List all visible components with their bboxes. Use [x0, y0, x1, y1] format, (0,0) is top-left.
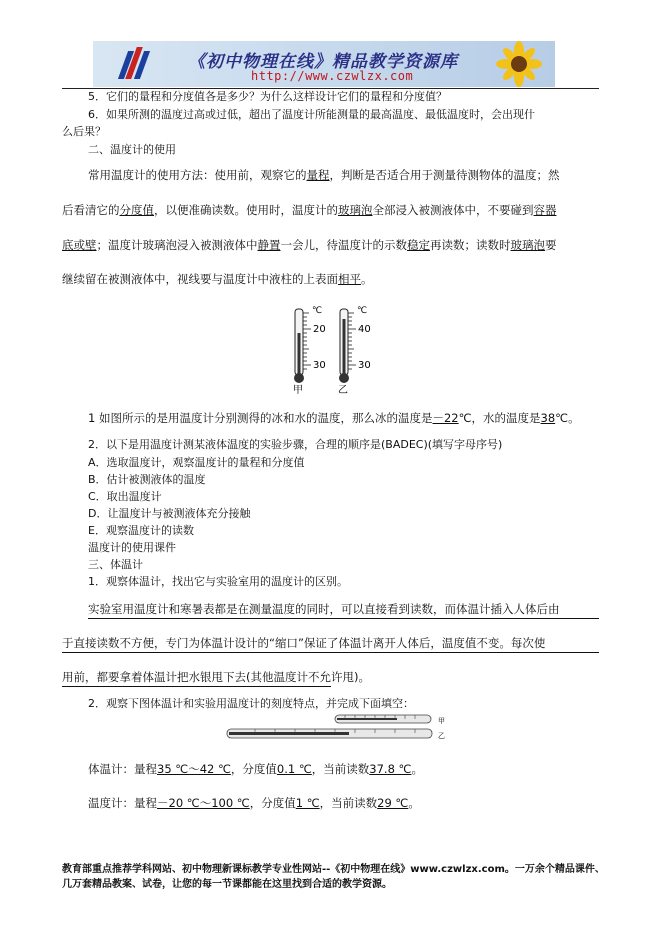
figure-label-b: 乙 — [338, 385, 348, 395]
figure-label-b: 乙 — [438, 732, 445, 740]
answer-underline — [88, 618, 599, 619]
answer-stable: 稳定 — [407, 238, 430, 252]
clinical-thermometer-answer: 体温计：量程35 ℃～42 ℃，分度值0.1 ℃，当前读数37.8 ℃。 — [88, 762, 423, 776]
thermometer-comparison-figure — [225, 713, 455, 743]
answer-clinical-division: 0.1 ℃ — [276, 762, 312, 776]
answer-container: 容器 — [533, 203, 557, 217]
option-a: A．选取温度计，观察温度计的量程和分度值 — [88, 456, 305, 469]
option-e: E．观察温度计的读数 — [88, 524, 194, 537]
header-banner — [93, 41, 555, 87]
answer-lab-range: －20 ℃～100 ℃ — [157, 796, 250, 810]
footer-line2: 几万套精品教案、试卷，让您的每一节课都能在这里找到合适的教学资源。 — [62, 879, 392, 890]
tick-label: 40 — [358, 324, 371, 335]
answer-level: 相平 — [338, 272, 361, 286]
answer-wall: 底或壁 — [62, 238, 97, 252]
answer-clinical-reading: 37.8 ℃ — [369, 762, 412, 776]
answer-range: 量程 — [306, 168, 330, 182]
clinical-answer-line3: 用前，都要拿着体温计把水银甩下去(其他温度计不允许甩)。 — [62, 670, 370, 684]
banner-url: http://www.czwlzx.com — [251, 69, 414, 83]
sunflower-icon — [489, 41, 549, 87]
lab-thermometer-answer: 温度计：量程－20 ℃～100 ℃，分度值1 ℃，当前读数29 ℃。 — [88, 796, 420, 810]
clinical-answer-line2: 于直接读数不方便，专门为体温计设计的“缩口”保证了体温计离开人体后，温度值不变。每次使 — [62, 636, 546, 650]
option-d: D．让温度计与被测液体充分接触 — [88, 507, 251, 520]
answer-water-temp: 38 — [540, 411, 556, 425]
answer-lab-division: 1 ℃ — [295, 796, 320, 810]
answer-underline — [62, 652, 599, 653]
clinical-answer-line1: 实验室用温度计和寒暑表都是在测量温度的同时，可以直接看到读数，而体温计插入人体后由 — [88, 602, 560, 616]
page-footer — [62, 862, 605, 892]
unit-label-right: ℃ — [357, 306, 368, 316]
clinical-question-1: 1．观察体温计，找出它与实验室用的温度计的区别。 — [88, 575, 348, 588]
exercise-1: 1 如图所示的是用温度计分别测得的冰和水的温度，那么冰的温度是－22℃，水的温度是38℃。 — [88, 411, 580, 425]
option-b: B．估计被测液体的温度 — [88, 473, 206, 486]
footer-line1: 教育部重点推荐学科网站、初中物理新课标教学专业性网站--《初中物理在线》www.czwlzx.com。一万余个精品课件、 — [62, 864, 605, 875]
answer-clinical-range: 35 ℃～42 ℃ — [157, 762, 231, 776]
answer-division: 分度值 — [119, 203, 154, 217]
usage-paragraph-line2: 后看清它的分度值，以便准确读数。使用时，温度计的玻璃泡全部浸入被测液体中，不要碰到容器 — [62, 203, 557, 217]
usage-paragraph-line4: 继续留在被测液体中，视线要与温度计中液柱的上表面相平。 — [62, 272, 373, 286]
unit-label-left: ℃ — [312, 306, 323, 316]
thermometer-figure — [280, 303, 390, 395]
question-5: 5．它们的量程和分度值各是多少？为什么这样设计它们的量程和分度值？ — [88, 90, 447, 103]
tick-label: 30 — [313, 360, 326, 371]
courseware-note: 温度计的使用课件 — [88, 541, 176, 554]
answer-bulb: 玻璃泡 — [338, 203, 373, 217]
answer-bulb-2: 玻璃泡 — [510, 238, 545, 252]
question-6-line1: 6．如果所测的温度过高或过低，超出了温度计所能测量的最高温度、最低温度时，会出现什 — [88, 108, 535, 121]
clinical-question-2: 2．观察下图体温计和实验用温度计的刻度特点，并完成下面填空： — [88, 697, 414, 710]
figure-label-a: 甲 — [438, 717, 445, 725]
usage-paragraph-line3: 底或壁；温度计玻璃泡浸入被测液体中静置一会儿，待温度计的示数稳定再读数；读数时玻璃泡要 — [62, 238, 557, 252]
tick-label: 30 — [358, 360, 371, 371]
banner-title: 《初中物理在线》精品教学资源库 — [188, 52, 458, 72]
answer-ice-temp: －22 — [432, 411, 459, 425]
section-heading-clinical: 三、体温计 — [88, 558, 143, 571]
usage-paragraph-line1: 常用温度计的使用方法：使用前，观察它的量程，判断是否适合用于测量待测物体的温度；然 — [88, 168, 560, 182]
answer-settle: 静置 — [257, 238, 281, 252]
figure-label-a: 甲 — [293, 385, 303, 395]
question-6-line2: 么后果？ — [62, 125, 106, 138]
option-c: C．取出温度计 — [88, 490, 162, 503]
exercise-2: 2．以下是用温度计测某液体温度的实验步骤，合理的顺序是(BADEC)(填写字母序号) — [88, 438, 503, 451]
section-heading-usage: 二、温度计的使用 — [88, 143, 176, 156]
answer-underline — [62, 686, 331, 687]
answer-lab-reading: 29 ℃ — [377, 796, 409, 810]
tick-label: 20 — [313, 324, 326, 335]
